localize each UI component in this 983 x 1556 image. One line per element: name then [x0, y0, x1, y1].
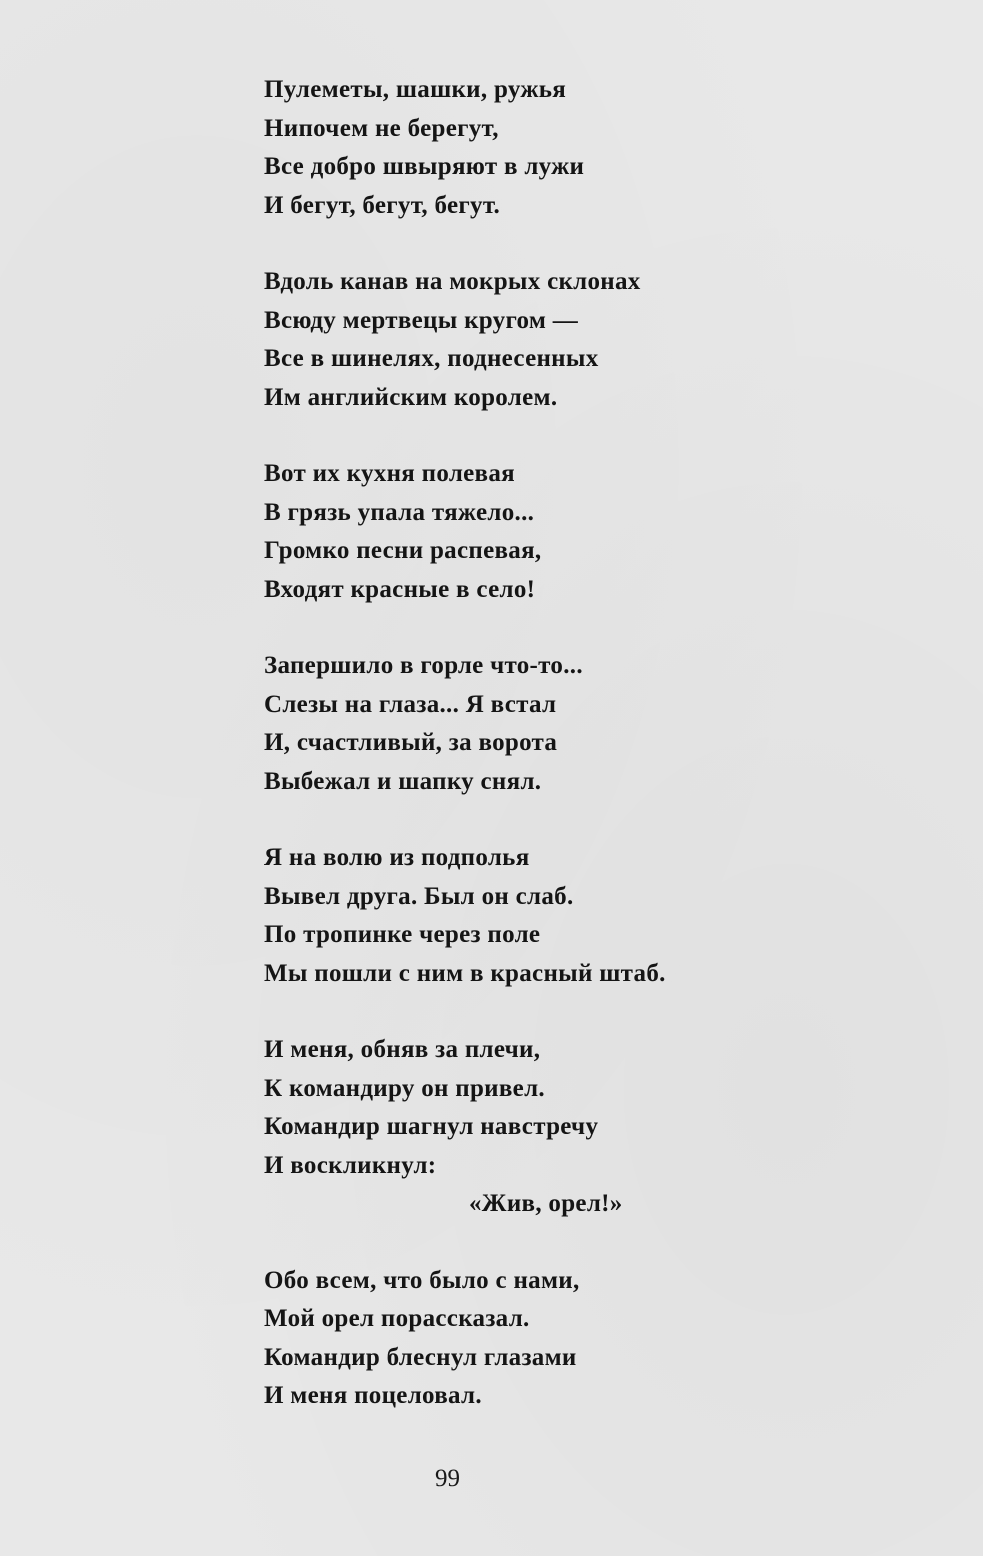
poem-line: Вот их кухня полевая — [264, 460, 515, 487]
poem-line: Я на волю из подполья — [264, 844, 530, 871]
poem-line: И меня, обняв за плечи, — [264, 1036, 541, 1063]
page-number: 99 — [435, 1465, 460, 1492]
poem-line: Мы пошли с ним в красный штаб. — [264, 959, 666, 987]
poem-line: Все в шинелях, поднесенных — [264, 345, 599, 372]
poem-line: Нипочем не берегут, — [264, 114, 499, 142]
poem-line: И, счастливый, за ворота — [264, 729, 558, 756]
poem-line: Командир блеснул глазами — [264, 1343, 577, 1371]
stanza — [264, 1262, 824, 1416]
poem-line: Вдоль канав на мокрых склонах — [264, 268, 641, 295]
poem-line: Всюду мертвецы кругом — — [264, 306, 579, 334]
poem-line: Выбежал и шапку снял. — [264, 767, 542, 795]
poem-line: Слезы на глаза... Я встал — [264, 690, 557, 718]
poem-line: И бегут, бегут, бегут. — [264, 191, 501, 219]
stanza — [264, 839, 824, 993]
poem-line: Запершило в горле что-то... — [264, 652, 583, 679]
poem-line: Пулеметы, шашки, ружья — [264, 76, 567, 103]
poem-line: И воскликнул: — [264, 1151, 437, 1179]
poem — [264, 71, 824, 1416]
poem-line: Громко песни распевая, — [264, 537, 542, 564]
poem-line: И меня поцеловал. — [264, 1382, 482, 1409]
page-number-container — [0, 1465, 983, 1493]
poem-line: По тропинке через поле — [264, 921, 541, 948]
poem-line: Командир шагнул навстречу — [264, 1113, 599, 1140]
poem-line: Им английским королем. — [264, 383, 558, 411]
poem-line: В грязь упала тяжело... — [264, 498, 535, 526]
stanza — [264, 1031, 824, 1224]
stanza — [264, 263, 824, 417]
stanza — [264, 455, 824, 609]
stanza — [264, 71, 824, 225]
poem-line: Обо всем, что было с нами, — [264, 1266, 580, 1294]
poem-line: Все добро швыряют в лужи — [264, 153, 585, 180]
poem-line: Входят красные в село! — [264, 575, 536, 603]
poem-line: Вывел друга. Был он слаб. — [264, 882, 574, 910]
stanza — [264, 647, 824, 801]
poem-line: «Жив, орел!» — [469, 1190, 623, 1217]
poem-line: К командиру он привел. — [264, 1074, 545, 1102]
poem-line: Мой орел порассказал. — [264, 1305, 530, 1332]
